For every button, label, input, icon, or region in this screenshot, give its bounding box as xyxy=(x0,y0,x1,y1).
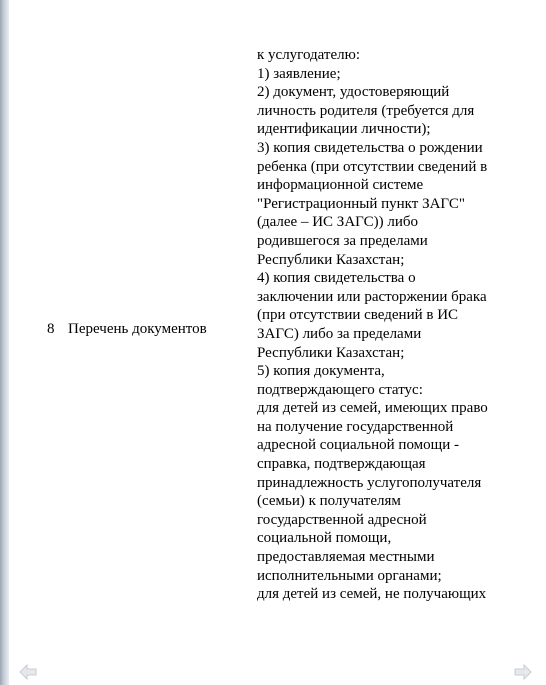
text-line: Республики Казахстан; xyxy=(257,344,405,361)
text-line: принадлежность услугополучателя xyxy=(257,474,482,491)
text-line: (семьи) к получателям xyxy=(257,493,401,510)
text-line: заключении или расторжении брака xyxy=(257,288,487,305)
text-line: предоставляемая местными xyxy=(257,549,435,566)
text-line: (при отсутствии сведений в ИС xyxy=(257,307,459,324)
text-line: подтверждающего статус: xyxy=(257,381,423,398)
text-line: социальной помощи, xyxy=(257,530,392,547)
text-line: Республики Казахстан; xyxy=(257,251,405,268)
text-line: 5) копия документа, xyxy=(257,363,385,380)
document-list xyxy=(257,46,537,604)
text-line: информационной системе xyxy=(257,177,424,194)
row-number: 8 xyxy=(47,321,55,337)
text-line: для детей из семей, имеющих право xyxy=(257,400,488,417)
text-line: родившегося за пределами xyxy=(257,232,428,249)
text-line: 1) заявление; xyxy=(257,65,341,82)
text-line: 3) копия свидетельства о рождении xyxy=(257,139,483,156)
text-line: исполнительными органами; xyxy=(257,567,442,584)
previous-page-button[interactable] xyxy=(19,664,37,680)
text-line: к услугодателю: xyxy=(257,47,361,63)
text-line: идентификации личности); xyxy=(257,121,431,138)
arrow-right-icon xyxy=(514,664,532,680)
text-line: государственной адресной xyxy=(257,511,427,528)
next-page-button[interactable] xyxy=(514,664,532,680)
text-line: справка, подтверждающая xyxy=(257,456,426,473)
text-line: адресной социальной помощи - xyxy=(257,437,459,454)
arrow-left-icon xyxy=(19,664,37,680)
text-line: "Регистрационный пункт ЗАГС" xyxy=(257,195,466,212)
row-title: Перечень документов xyxy=(68,321,207,337)
text-line: 4) копия свидетельства о xyxy=(257,270,416,287)
text-line: на получение государственной xyxy=(257,418,454,435)
text-line: ЗАГС) либо за пределами xyxy=(257,325,422,342)
text-line: 2) документ, удостоверяющий xyxy=(257,84,450,101)
text-line: личность родителя (требуется для xyxy=(257,102,475,119)
text-line: для детей из семей, не получающих xyxy=(257,586,487,603)
page-left-edge xyxy=(0,0,9,685)
text-line: (далее – ИС ЗАГС)) либо xyxy=(257,214,419,231)
text-line: ребенка (при отсутствии сведений в xyxy=(257,158,488,175)
